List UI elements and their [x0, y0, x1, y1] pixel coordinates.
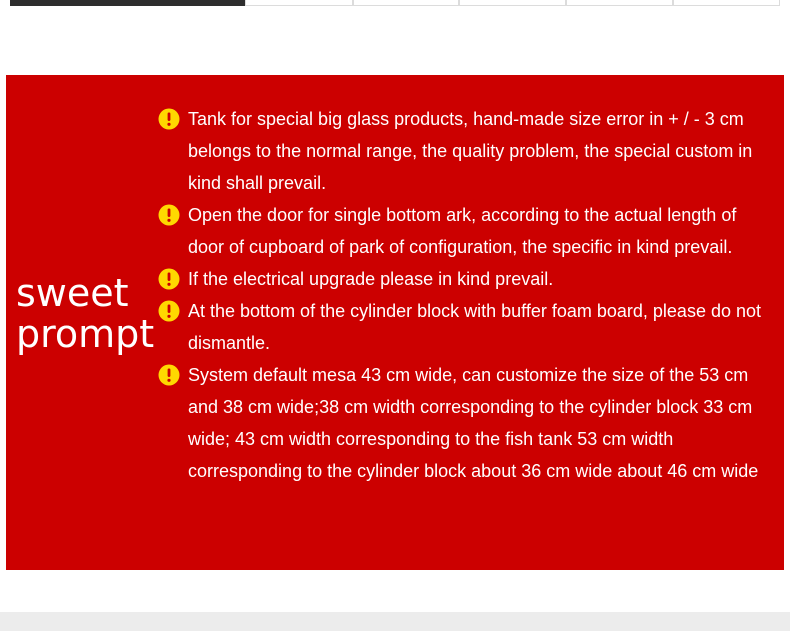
list-item	[158, 199, 776, 263]
title-line-2: prompt	[16, 312, 155, 356]
tab-4[interactable]	[459, 0, 566, 6]
tab-bar	[10, 0, 780, 7]
list-item	[158, 263, 776, 295]
list-item-text: System default mesa 43 cm wide, can customize the size of the 53 cm and 38 cm wide;38 cm width corresponding to the cylinder block 33 cm wide; 43 cm width corresponding to the fish tank 53 cm width corresponding to the cylinder block about 36 cm wide about 46 cm wide	[188, 365, 759, 481]
tab-6[interactable]	[673, 0, 780, 6]
list-item	[158, 103, 776, 199]
tab-1[interactable]	[10, 0, 245, 6]
warning-icon	[158, 364, 180, 386]
prompt-list	[158, 103, 776, 487]
tab-2[interactable]	[245, 0, 353, 6]
list-item-text: At the bottom of the cylinder block with buffer foam board, please do not dismantle.	[188, 301, 762, 353]
tab-5[interactable]	[566, 0, 673, 6]
list-item-text: Open the door for single bottom ark, according to the actual length of door of cupboard of park of configuration, the specific in kind prevail.	[188, 205, 737, 257]
warning-icon	[158, 204, 180, 226]
list-item	[158, 295, 776, 359]
sweet-prompt-title	[16, 273, 156, 355]
tab-3[interactable]	[353, 0, 459, 6]
bottom-divider	[0, 612, 790, 631]
list-item-text: Tank for special big glass products, hand-made size error in + / - 3 cm belongs to the normal range, the quality problem, the special custom in kind shall prevail.	[188, 109, 753, 193]
list-item-text: If the electrical upgrade please in kind prevail.	[188, 269, 554, 289]
warning-icon	[158, 108, 180, 130]
warning-icon	[158, 300, 180, 322]
list-item	[158, 359, 776, 487]
sweet-prompt-panel	[6, 75, 784, 570]
warning-icon	[158, 268, 180, 290]
title-line-1: sweet	[16, 271, 129, 315]
